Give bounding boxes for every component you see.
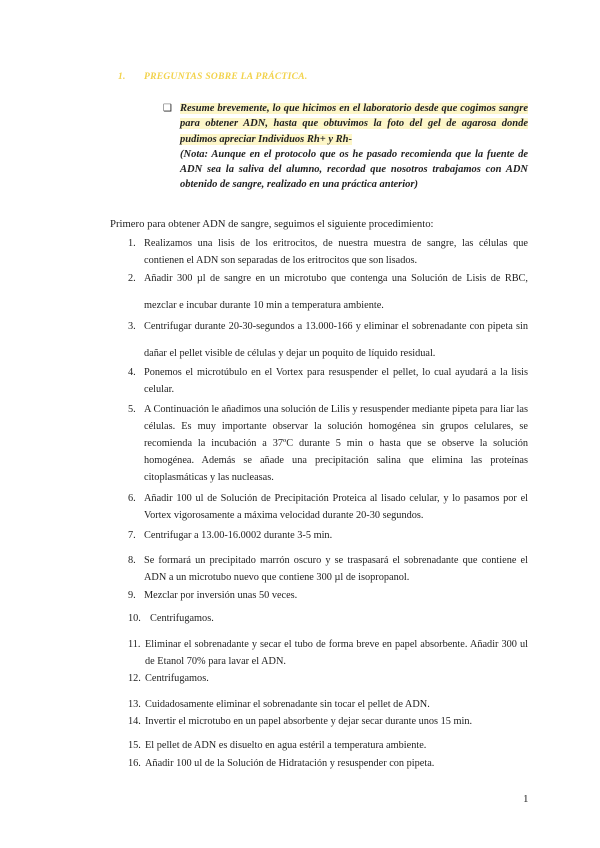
list-item-number: 10. xyxy=(128,613,141,624)
list-item xyxy=(128,265,528,319)
list-item-number: 6. xyxy=(128,493,136,504)
list-item-text: Invertir el microtubo en un papel absorbente y dejar secar durante unos 15 min. xyxy=(145,716,473,727)
question-text: Resume brevemente, lo que hicimos en el laboratorio desde que cogimos sangre para obtener ADN, hasta que obtuvimos la foto del gel de agarosa donde pudimos apreciar Individuos Rh+ y Rh- xyxy=(180,103,528,145)
list-item-number: 1. xyxy=(128,238,136,249)
list-item xyxy=(128,552,528,586)
checkbox-bullet-icon: ❑ xyxy=(163,103,172,114)
page-number: 1 xyxy=(523,793,529,805)
list-item xyxy=(128,610,528,627)
list-item-number: 11. xyxy=(128,639,141,650)
list-item-text: Ponemos el microtúbulo en el Vortex para resuspender el pellet, lo cual ayudará a la lisis celular. xyxy=(144,367,528,395)
list-item xyxy=(128,364,528,398)
list-item xyxy=(128,755,528,772)
list-item xyxy=(128,587,528,604)
list-item-number: 4. xyxy=(128,367,136,378)
list-item xyxy=(128,313,528,367)
list-item xyxy=(128,713,528,730)
list-item-number: 8. xyxy=(128,555,136,566)
list-item-text: A Continuación le añadimos una solución de Lilis y resuspender mediante pipeta para liar las células. Es muy importante observar la solución homogénea sin grupos celulares, se recomienda la incubación a 37ºC durante 5 min o hasta que se observe la solución homogénea. Además se añade una precipitación salina que elimina las proteínas citoplasmáticas y las nucleasas. xyxy=(144,404,528,483)
section-number: 1. xyxy=(118,72,126,82)
list-item-number: 5. xyxy=(128,404,136,415)
list-item-text: Centrifugar a 13.00-16.0002 durante 3-5 min. xyxy=(144,530,333,541)
question-block xyxy=(180,101,528,193)
list-item-number: 15. xyxy=(128,740,141,751)
section-heading xyxy=(118,72,308,82)
list-item-text: Añadir 300 µl de sangre en un microtubo que contenga una Solución de Lisis de RBC, mezclar e incubar durante 10 min a temperatura ambiente. xyxy=(144,273,528,311)
list-item-text: Añadir 100 ul de Solución de Precipitación Proteica al lisado celular, y lo pasamos por el Vortex vigorosamente a máxima velocidad durante 20-30 segundos. xyxy=(144,493,528,521)
list-item-number: 9. xyxy=(128,590,136,601)
list-item-text: Centrifugamos. xyxy=(150,613,214,624)
list-item-number: 2. xyxy=(128,273,136,284)
list-item xyxy=(128,235,528,269)
intro-paragraph: Primero para obtener ADN de sangre, seguimos el siguiente procedimiento: xyxy=(110,218,434,230)
list-item xyxy=(128,401,528,486)
list-item-number: 3. xyxy=(128,321,136,332)
list-item-text: Centrifugamos. xyxy=(145,673,209,684)
list-item-number: 14. xyxy=(128,716,141,727)
list-item-text: Se formará un precipitado marrón oscuro y se traspasará el sobrenadante que contiene el ADN a un microtubo nuevo que contiene 300 µl de isopropanol. xyxy=(144,555,528,583)
list-item-text: Realizamos una lisis de los eritrocitos, de nuestra muestra de sangre, las células que contienen el ADN son separadas de los eritrocitos que son lisados. xyxy=(144,238,528,266)
list-item xyxy=(128,696,528,713)
list-item-number: 7. xyxy=(128,530,136,541)
section-title: PREGUNTAS SOBRE LA PRÁCTICA. xyxy=(144,72,308,82)
list-item-text: El pellet de ADN es disuelto en agua estéril a temperatura ambiente. xyxy=(145,740,427,751)
list-item-text: Eliminar el sobrenadante y secar el tubo de forma breve en papel absorbente. Añadir 300 ul de Etanol 70% para lavar el ADN. xyxy=(145,639,528,667)
list-item xyxy=(128,636,528,670)
list-item-text: Centrifugar durante 20-30-segundos a 13.000-166 y eliminar el sobrenadante con pipeta sin dañar el pellet visible de células y dejar un poquito de líquido residual. xyxy=(144,321,528,359)
list-item-text: Mezclar por inversión unas 50 veces. xyxy=(144,590,298,601)
list-item-number: 16. xyxy=(128,758,141,769)
list-item xyxy=(128,490,528,524)
list-item-text: Cuidadosamente eliminar el sobrenadante sin tocar el pellet de ADN. xyxy=(145,699,430,710)
list-item-text: Añadir 100 ul de la Solución de Hidratación y resuspender con pipeta. xyxy=(145,758,435,769)
list-item xyxy=(128,737,528,754)
list-item xyxy=(128,527,528,544)
list-item-number: 13. xyxy=(128,699,141,710)
list-item xyxy=(128,670,528,687)
list-item-number: 12. xyxy=(128,673,141,684)
question-note: (Nota: Aunque en el protocolo que os he pasado recomienda que la fuente de ADN sea la saliva del alumno, recordad que nosotros trabajamos con ADN obtenido de sangre, realizado en una práctica anterior) xyxy=(180,148,528,191)
